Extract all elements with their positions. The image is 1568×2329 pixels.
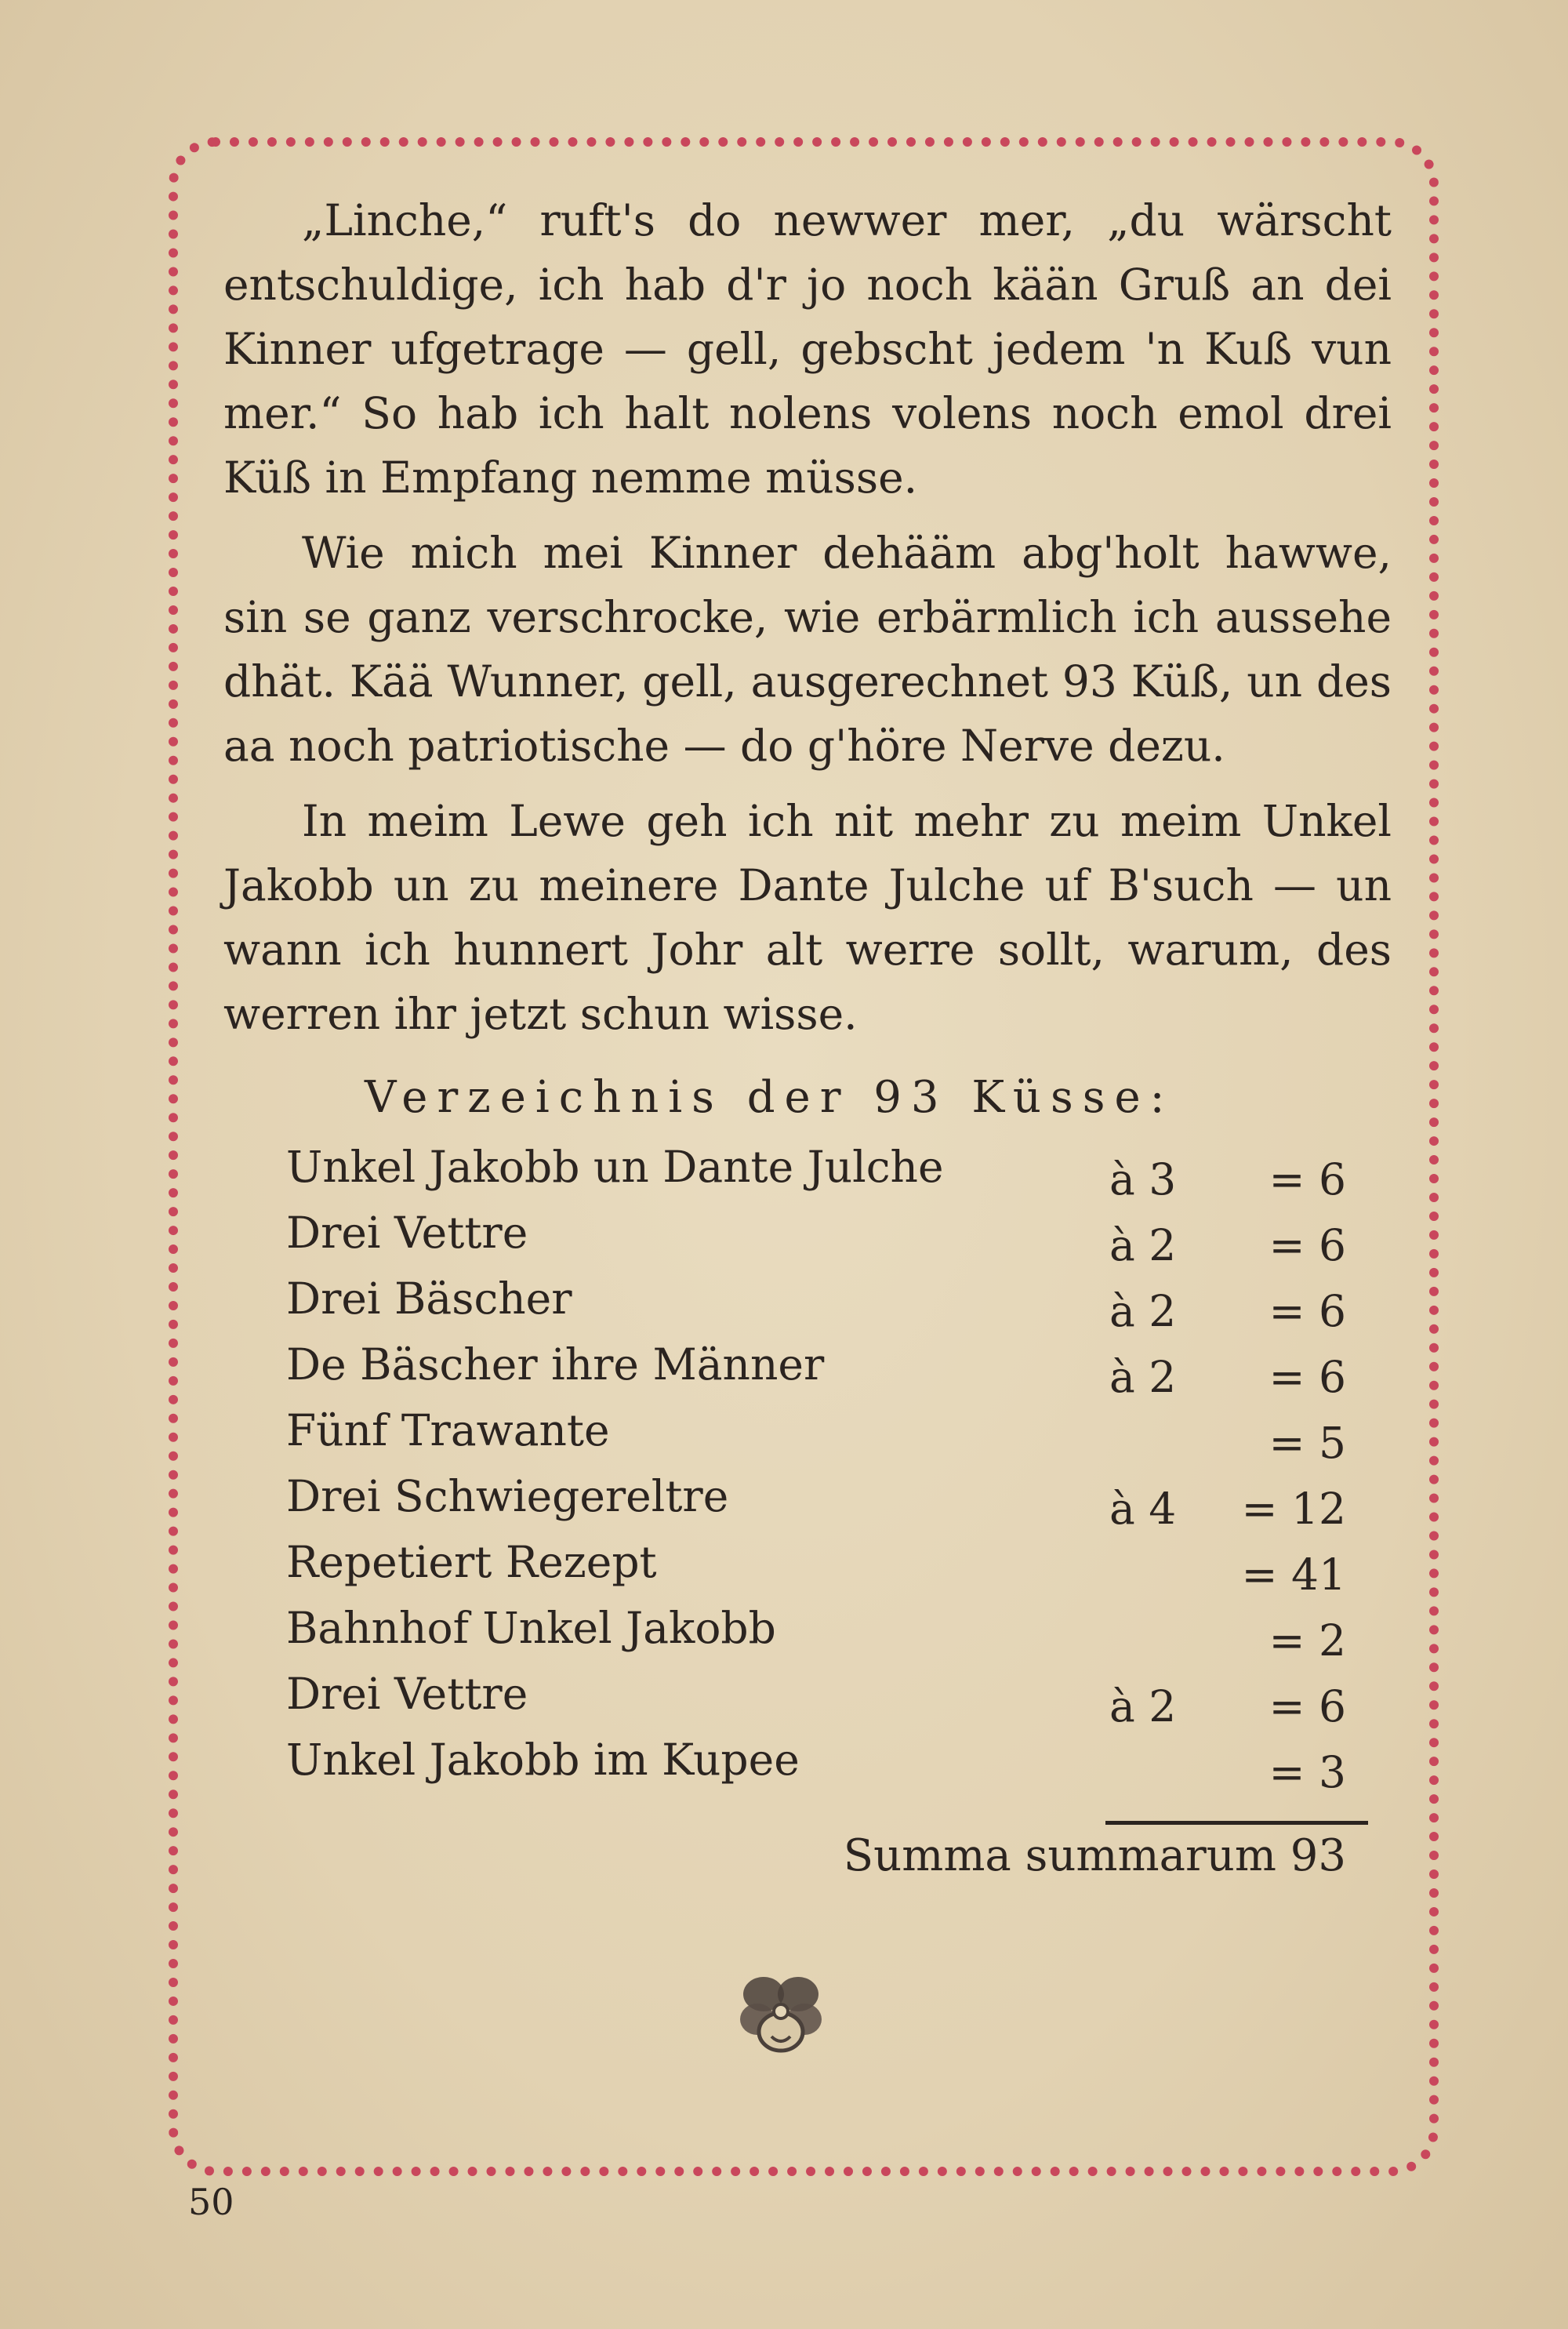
item-value: = 3	[1269, 1747, 1346, 1797]
list-item	[223, 1266, 1392, 1336]
item-rate: à 2	[1109, 1220, 1177, 1270]
page-number: 50	[188, 2181, 234, 2223]
item-value: = 6	[1269, 1154, 1346, 1204]
item-label: Bahnhof Unkel Jakobb	[286, 1603, 776, 1653]
list-heading: Verzeichnis der 93 Küsse:	[365, 1072, 1174, 1123]
item-rate: à 3	[1109, 1154, 1177, 1204]
item-rate: à 2	[1109, 1352, 1177, 1402]
item-label: Drei Bäscher	[286, 1274, 572, 1324]
item-label: Unkel Jakobb im Kupee	[286, 1735, 800, 1785]
total-text: Summa summarum 93	[843, 1830, 1346, 1881]
item-value: = 6	[1269, 1352, 1346, 1402]
item-label: De Bäscher ihre Männer	[286, 1339, 825, 1390]
item-rate: à 2	[1109, 1286, 1177, 1336]
paragraph-3: In meim Lewe geh ich nit mehr zu meim Unkel Jakobb un zu meinere Dante Julche uf B'such — un wann ich hunnert Johr alt werre sollt, warum, des werren ihr jetzt schun wisse.	[223, 796, 1392, 1039]
item-label: Drei Schwiegereltre	[286, 1471, 729, 1521]
item-label: Unkel Jakobb un Dante Julche	[286, 1142, 944, 1192]
total-line	[223, 1821, 1392, 1891]
item-label: Drei Vettre	[286, 1669, 528, 1719]
list-item	[223, 1332, 1392, 1402]
kiss-list	[223, 1134, 1392, 1797]
item-value: = 6	[1269, 1681, 1346, 1731]
list-item	[223, 1529, 1392, 1600]
item-label: Repetiert Rezept	[286, 1537, 657, 1587]
list-item	[223, 1595, 1392, 1666]
paragraph-2: Wie mich mei Kinner dehääm abg'holt hawwe, sin se ganz verschrocke, wie erbärmlich ich aussehe dhät. Kää Wunner, gell, ausgerechnet 93 Küß, un des aa noch patriotische — do g'höre Nerve dezu.	[223, 528, 1392, 771]
item-value: = 5	[1269, 1418, 1346, 1468]
list-item	[223, 1134, 1392, 1204]
list-item	[223, 1397, 1392, 1468]
item-label: Fünf Trawante	[286, 1405, 610, 1455]
item-value: = 12	[1241, 1484, 1346, 1534]
item-value: = 41	[1241, 1550, 1346, 1600]
paragraph-1: „Linche,“ ruft's do newwer mer, „du wärscht entschuldige, ich hab d'r jo noch kään Gruß an dei Kinner ufgetrage — gell, gebscht jedem 'n Kuß vun mer.“ So hab ich halt nolens volens noch emol drei Küß in Empfang nemme müsse.	[223, 195, 1392, 503]
page-content	[223, 188, 1392, 1891]
list-item	[223, 1200, 1392, 1270]
list-item	[223, 1661, 1392, 1731]
item-value: = 2	[1269, 1615, 1346, 1666]
item-label: Drei Vettre	[286, 1208, 528, 1258]
list-item	[223, 1463, 1392, 1534]
item-rate: à 4	[1109, 1484, 1177, 1534]
list-item	[223, 1727, 1392, 1797]
pansy-flower-icon	[734, 1964, 828, 2058]
item-value: = 6	[1269, 1220, 1346, 1270]
item-rate: à 2	[1109, 1681, 1177, 1731]
item-value: = 6	[1269, 1286, 1346, 1336]
